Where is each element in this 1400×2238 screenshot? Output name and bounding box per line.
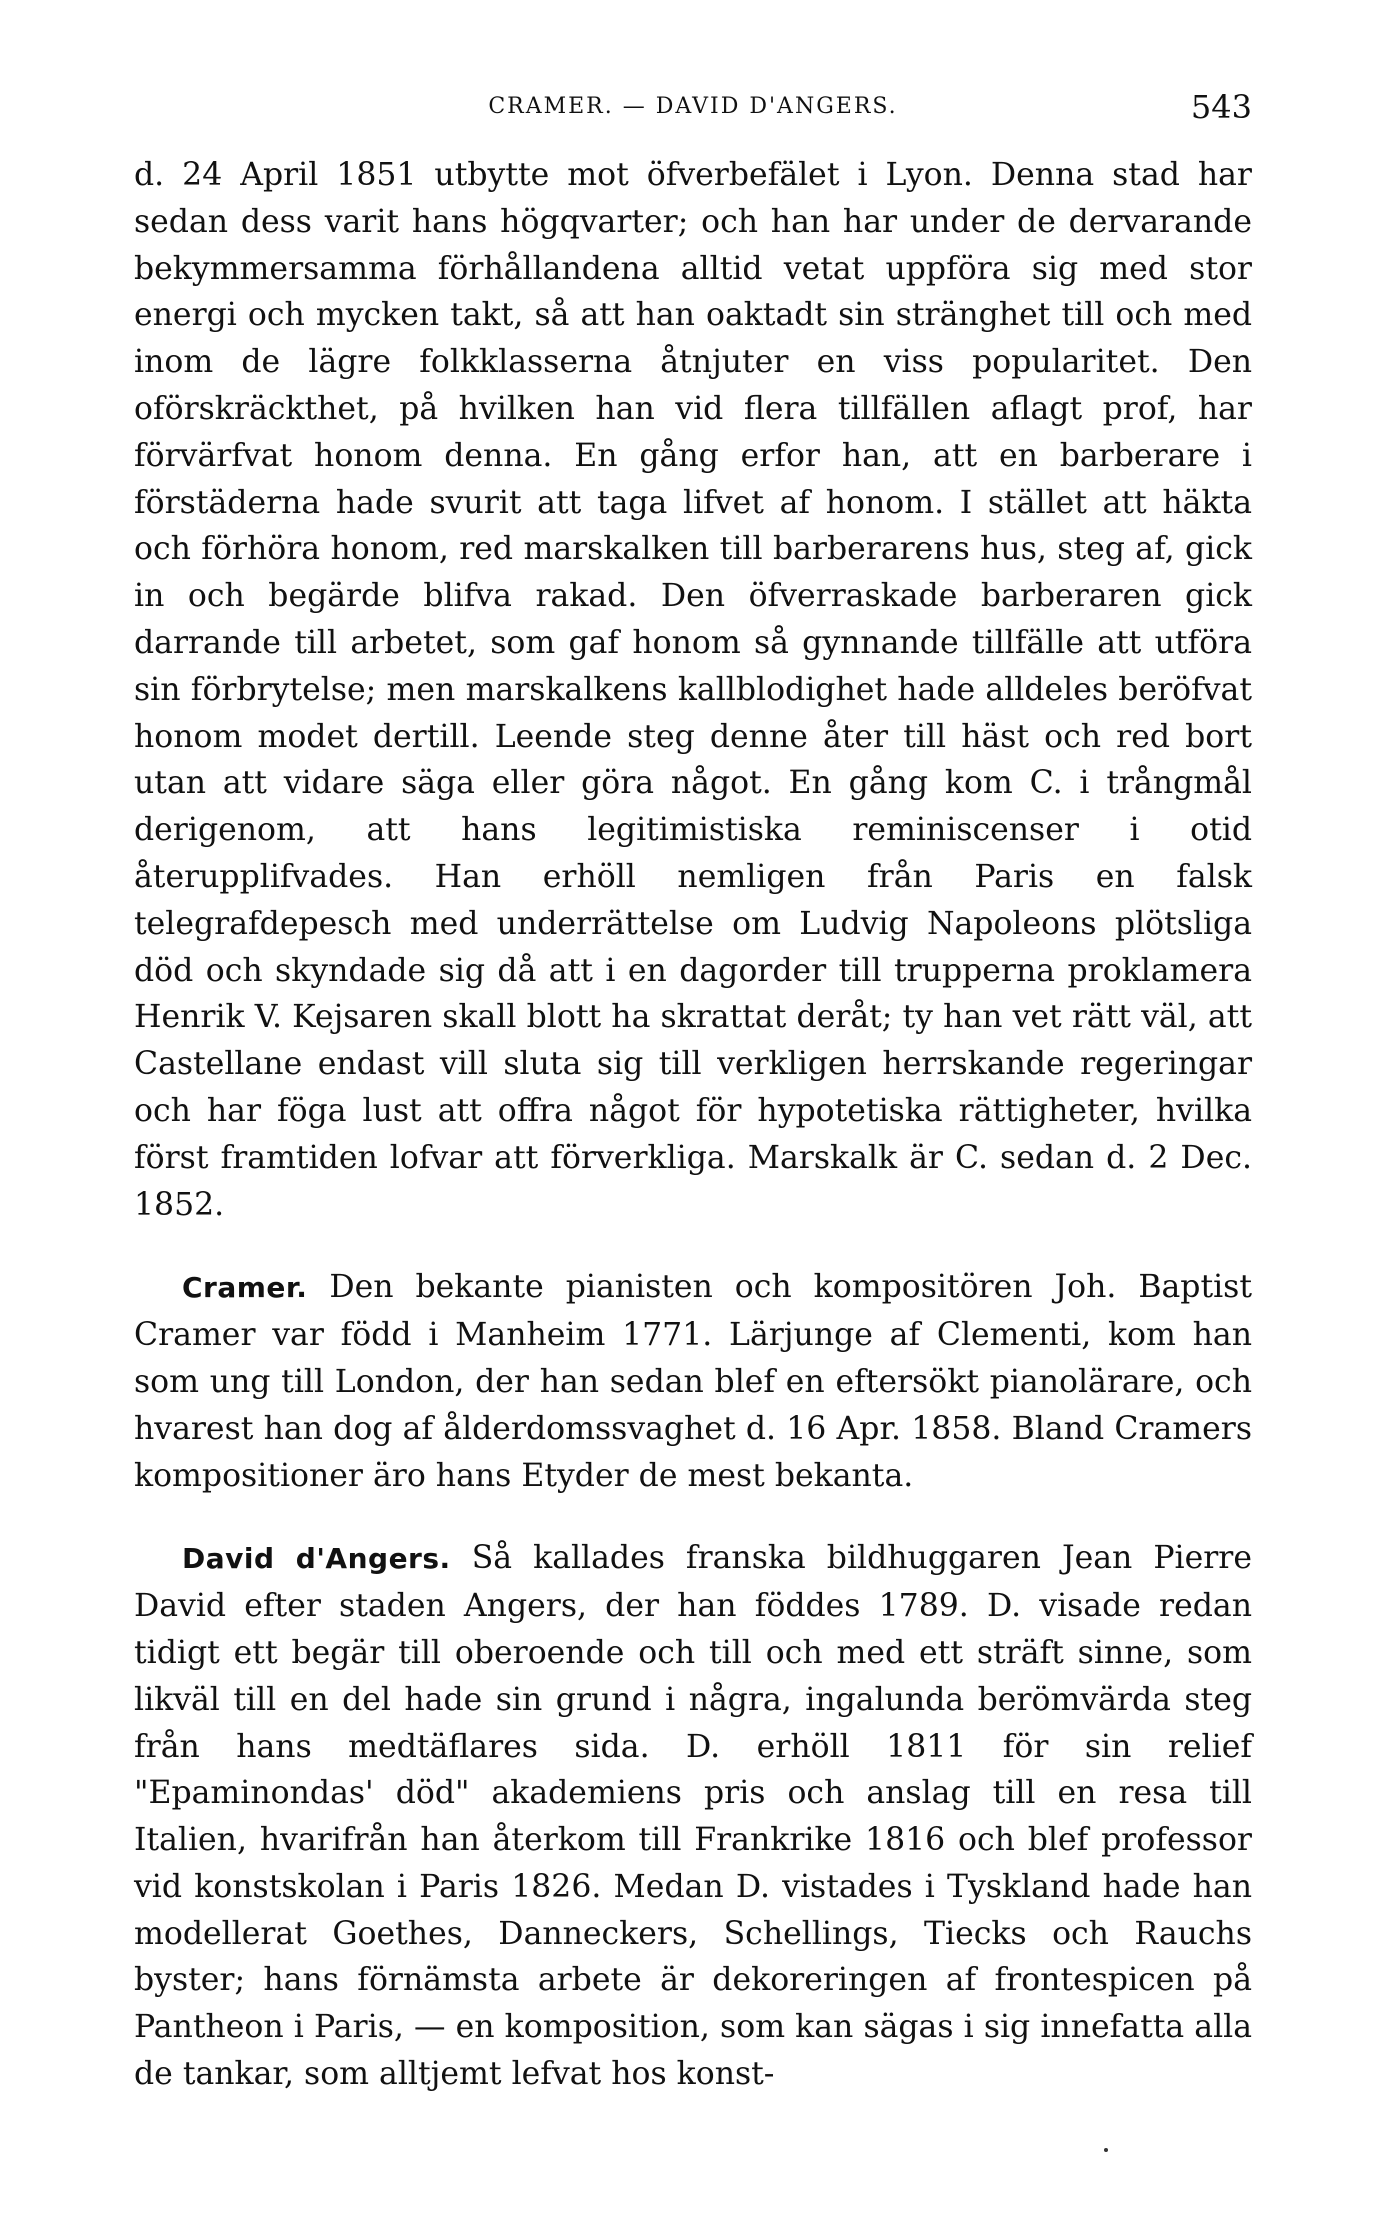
entry-headword: David d'Angers.: [182, 1542, 451, 1576]
paragraph-text: d. 24 April 1851 utbytte mot öfverbefälet i Lyon. Denna stad har sedan dess varit hans högqvarter; och han har under de dervarande bekymmersamma förhållandena alltid vetat uppföra sig med stor energi och mycken takt, så att han oaktadt sin stränghet till och med inom de lägre folkklasserna åtnjuter en viss popularitet. Den oförskräckthet, på hvilken han vid flera tillfällen aflagt prof, har förvärfvat honom denna. En gång erfor han, att en barberare i förstäderna hade svurit att taga lifvet af honom. I stället att häkta och förhöra honom, red marskalken till barberarens hus, steg af, gick in och begärde blifva rakad. Den öfverraskade barberaren gick darrande till arbetet, som gaf honom så gynnande tillfälle att utföra sin förbrytelse; men marskalkens kallblodighet hade alldeles beröfvat honom modet dertill. Leende steg denne åter till häst och red bort utan att vidare säga eller göra något. En gång kom C. i trångmål derigenom, att hans legitimistiska reminiscenser i otid återupplifvades. Han erhöll nemligen från Paris en falsk telegrafdepesch med underrättelse om Ludvig Napoleons plötsliga död och skyndade sig då att i en dagorder till trupperna proklamera Henrik V. Kejsaren skall blott ha skrattat deråt; ty han vet rätt väl, att Castellane endast vill sluta sig till verkligen herrskande regeringar och har föga lust att offra något för hypotetiska rättigheter, hvilka först framtiden lofvar att förverkliga. Marskalk är C. sedan d. 2 Dec. 1852.: [134, 157, 1252, 1223]
paragraph-cramer: [134, 1264, 1252, 1499]
stray-ink-dot: [1104, 2148, 1108, 2152]
running-head: [134, 88, 1252, 134]
entry-headword: Cramer.: [182, 1271, 308, 1305]
page-number: 543: [1190, 88, 1252, 126]
paragraph-david-dangers: [134, 1535, 1252, 2098]
book-page: [134, 88, 1252, 2098]
paragraph-text: Så kallades franska bildhuggaren Jean Pierre David efter staden Angers, der han föddes 1789. D. visade redan tidigt ett begär till oberoende och till och med ett sträft sinne, som likväl till en del hade sin grund i några, ingalunda berömvärda steg från hans medtäflares sida. D. erhöll 1811 för sin relief "Epaminondas' död" akademiens pris och anslag till en resa till Italien, hvarifrån han återkom till Frankrike 1816 och blef professor vid konstskolan i Paris 1826. Medan D. vistades i Tyskland hade han modellerat Goethes, Danneckers, Schellings, Tiecks och Rauchs byster; hans förnämsta arbete är dekoreringen af frontespicen på Pantheon i Paris, — en komposition, som kan sägas i sig innefatta alla de tankar, som alltjemt lefvat hos konst-: [134, 1540, 1253, 2093]
paragraph-castellane-continued: [134, 152, 1252, 1228]
running-title: CRAMER. — DAVID D'ANGERS.: [488, 94, 898, 119]
paragraph-text: Den bekante pianisten och kompositören Joh. Baptist Cramer var född i Manheim 1771. Lärjunge af Clementi, kom han som ung till London, der han sedan blef en eftersökt pianolärare, och hvarest han dog af ålderdomssvaghet d. 16 Apr. 1858. Bland Cramers kompositioner äro hans Etyder de mest bekanta.: [134, 1269, 1253, 1494]
